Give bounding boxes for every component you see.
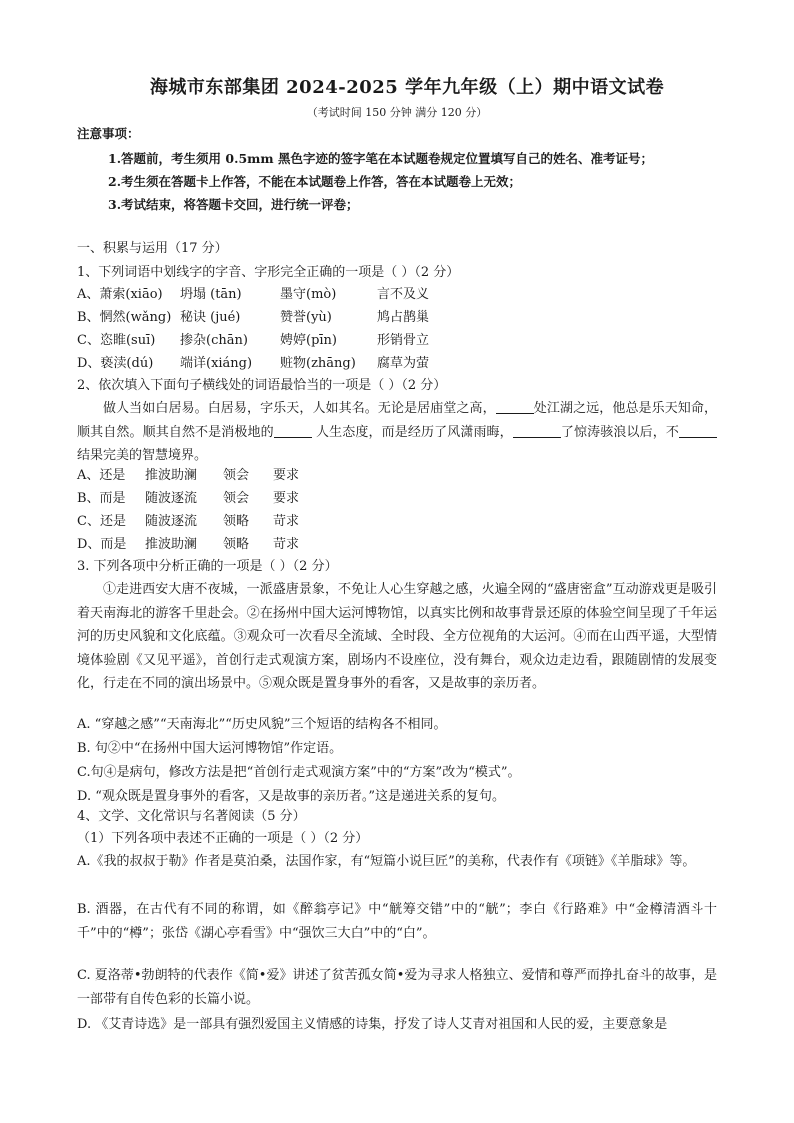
- option-word: 秘诀 (jué): [180, 310, 241, 325]
- option-word: D、亵渎(dú): [77, 356, 154, 371]
- passage-text: 结果完美的智慧境界。: [77, 448, 208, 463]
- q4-option-c: C. 夏洛蒂•勃朗特的代表作《简•爱》讲述了贫苦孤女简•爱为寻求人格独立、爱情和尊严而挣扎奋斗的故事，是一部带有自传色彩的长篇小说。: [77, 968, 717, 1007]
- option-word: A、萧索(xiāo): [77, 287, 163, 302]
- notice-item: 3.考试结束，将答题卡交回，进行统一评卷；: [108, 197, 359, 212]
- option-word: 形销骨立: [377, 333, 430, 348]
- option-word: 掺杂(chān): [180, 333, 248, 348]
- option-word: 领略: [223, 537, 250, 552]
- option-word: 鸠占鹊巢: [377, 310, 430, 325]
- passage-text: 人生态度，而是经历了风潇雨晦，: [311, 424, 513, 440]
- option-word: C、恣睢(suī): [77, 333, 156, 348]
- passage-text: 了惊涛骇浪以后，不: [560, 424, 679, 440]
- option-word: D、而是: [77, 537, 127, 552]
- option-word: 墨守(mò): [280, 287, 337, 302]
- q3-option-b: B. 句②中“在扬州中国大运河博物馆”作定语。: [77, 741, 343, 756]
- question-4-stem: 4、文学、文化常识与名著阅读（5 分）: [77, 809, 306, 824]
- notice-item: 2.考生须在答题卡上作答，不能在本试题卷上作答，答在本试题卷上无效；: [108, 174, 522, 189]
- option-word: A、还是: [77, 468, 126, 483]
- option-word: 端详(xiáng): [180, 356, 253, 371]
- option-word: 娉婷(pīn): [280, 333, 337, 348]
- option-word: 要求: [273, 468, 300, 483]
- option-word: 要求: [273, 491, 300, 506]
- q4-option-b: B. 酒器，在古代有不同的称谓，如《醉翁亭记》中“觥筹交错”中的“觥”；李白《行路难》中“金樽清酒斗十千”中的“樽”；张岱《湖心亭看雪》中“强饮三大白”中的“白”。: [77, 902, 717, 941]
- option-word: 随波逐流: [145, 514, 198, 529]
- fill-blank: [274, 423, 312, 438]
- option-word: B、惘然(wǎng): [77, 310, 172, 325]
- passage-text: 做人当如白居易。白居易，字乐天，人如其名。无论是居庙堂之高，: [103, 401, 496, 416]
- question-3-passage: ①走进西安大唐不夜城，一派盛唐景象，不免让人心生穿越之感，火遍全网的“盛唐密盒”互动游戏更是吸引着天南海北的游客千里赴会。②在扬州中国大运河博物馆，以真实比例和故事背景还原的体验空间呈现了千年运河的历史风貌和文化底蕴。③观众可一次看尽全流域、全时段、全方位视角的大运河。④而在山西平遥，大型情境体验剧《又见平遥》，首创行走式观演方案，剧场内不设座位，没有舞台，观众边走边看，跟随剧情的发展变化，行走在不同的演出场景中。⑤观众既是置身事外的看客，又是故事的亲历者。: [77, 582, 717, 691]
- exam-time-note: （考试时间 150 分钟 满分 120 分）: [306, 106, 488, 119]
- q4-option-d: D. 《艾青诗选》是一部具有强烈爱国主义情感的诗集，抒发了诗人艾青对祖国和人民的爱，主要意象是: [77, 1017, 668, 1032]
- q3-option-a: A. “穿越之感”“天南海北”“历史风貌”三个短语的结构各不相同。: [77, 717, 447, 732]
- option-word: 苛求: [273, 514, 300, 529]
- notice-heading: 注意事项：: [77, 126, 140, 141]
- option-word: 赃物(zhāng): [280, 356, 356, 371]
- option-word: 推波助澜: [145, 468, 198, 483]
- option-word: 随波逐流: [145, 491, 198, 506]
- question-2-passage: [77, 397, 717, 468]
- question-2-stem: 2、依次填入下面句子横线处的词语最恰当的一项是（ ）（2 分）: [77, 378, 447, 393]
- fill-blank: [513, 423, 561, 438]
- fill-blank: [496, 399, 534, 414]
- option-word: 领会: [223, 468, 250, 483]
- option-word: 推波助澜: [145, 537, 198, 552]
- option-word: 腐草为萤: [377, 356, 430, 371]
- question-3-stem: 3. 下列各项中分析正确的一项是（ ）（2 分）: [77, 559, 338, 574]
- q3-option-c: C.句④是病句，修改方法是把“首创行走式观演方案”中的“方案”改为“模式”。: [77, 765, 521, 780]
- option-word: 赞誉(yù): [280, 310, 332, 325]
- option-word: C、还是: [77, 514, 126, 529]
- notice-item: 1.答题前，考生须用 0.5mm 黑色字迹的签字笔在本试题卷规定位置填写自己的姓名、准考证号；: [108, 151, 653, 166]
- section-heading: 一、积累与运用（17 分）: [77, 241, 228, 256]
- option-word: 言不及义: [377, 287, 430, 302]
- passage-text: 处江湖之远，他总是乐天知命，顺其自然。顺其自然不是消极地的: [77, 401, 717, 440]
- fill-blank: [679, 423, 717, 438]
- option-word: 领略: [223, 514, 250, 529]
- q3-option-d: D. “观众既是置身事外的看客，又是故事的亲历者。”这是递进关系的复句。: [77, 789, 506, 804]
- question-1-stem: 1、下列词语中划线字的字音、字形完全正确的一项是（ ）（2 分）: [77, 265, 460, 280]
- option-word: 坍塌 (tān): [180, 287, 242, 302]
- option-word: 领会: [223, 491, 250, 506]
- question-4-sub-stem: （1）下列各项中表述不正确的一项是（ ）（2 分）: [77, 831, 369, 846]
- option-word: B、而是: [77, 491, 126, 506]
- page-title: 海城市东部集团 2024-2025 学年九年级（上）期中语文试卷: [149, 77, 665, 98]
- option-word: 苛求: [273, 537, 300, 552]
- q4-option-a: A.《我的叔叔于勒》作者是莫泊桑，法国作家，有“短篇小说巨匠”的美称，代表作有《项链》《羊脂球》等。: [77, 854, 696, 869]
